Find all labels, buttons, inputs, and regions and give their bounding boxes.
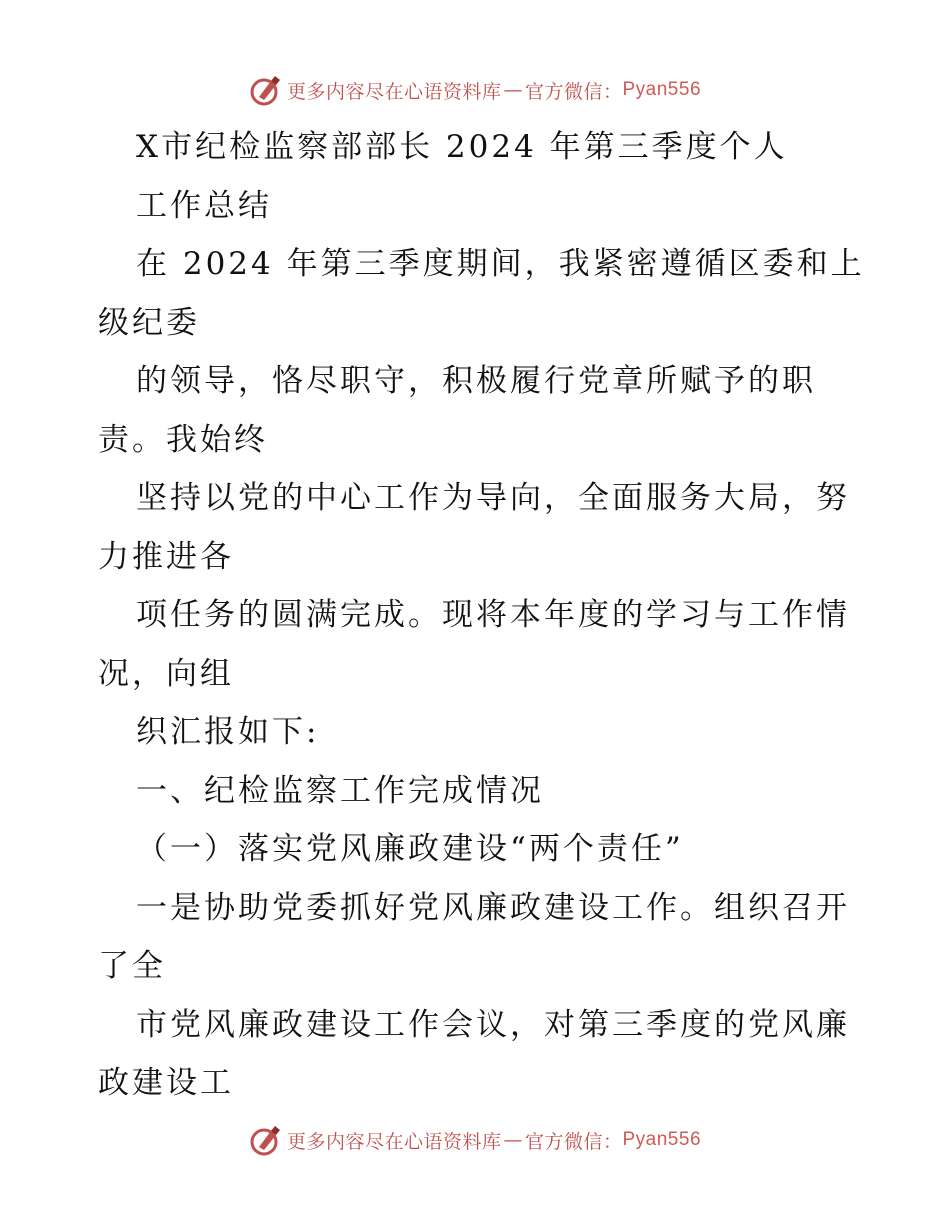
watermark-separator: — (503, 79, 523, 101)
section-heading: 一、纪检监察工作完成情况 (136, 772, 544, 809)
watermark-text: 更多内容尽在心语资料库 (286, 80, 502, 103)
watermark-text: 更多内容尽在心语资料库 (286, 1130, 502, 1153)
paragraph-line: 一是协助党委抓好党风廉政建设工作。组织召开 (136, 889, 850, 926)
watermark-banner-top (0, 70, 950, 110)
paragraph-line: 项任务的圆满完成。现将本年度的学习与工作情 (136, 597, 850, 633)
pen-logo-icon (249, 73, 283, 107)
title-line-2: 工作总结 (136, 187, 272, 224)
paragraph-line: 了全 (98, 948, 166, 984)
paragraph-line: 的领导，恪尽职守，积极履行党章所赋予的职 (136, 363, 816, 399)
wechat-label: 官方微信： (524, 80, 623, 103)
wechat-id: Pyan556 (622, 1129, 702, 1150)
pen-logo-icon (249, 1123, 283, 1157)
subsection-heading: （一）落实党风廉政建设“两个责任” (136, 831, 684, 867)
paragraph-line: 力推进各 (98, 538, 234, 575)
paragraph-line: 责。我始终 (98, 421, 268, 458)
wechat-label: 官方微信： (524, 1130, 623, 1153)
paragraph-line: 政建设工 (98, 1065, 234, 1101)
paragraph-line: 坚持以党的中心工作为导向，全面服务大局，努 (136, 480, 850, 516)
paragraph-line: 织汇报如下: (136, 714, 320, 750)
title-line-1: X市纪检监察部部长 2024 年第三季度个人 (136, 129, 788, 165)
paragraph-line: 市党风廉政建设工作会议，对第三季度的党风廉 (136, 1006, 850, 1043)
watermark-separator: — (503, 1129, 523, 1151)
watermark-banner-bottom (0, 1120, 950, 1160)
wechat-id: Pyan556 (622, 79, 702, 100)
paragraph-line: 在 2024 年第三季度期间，我紧密遵循区委和上 (136, 246, 865, 282)
paragraph-line: 级纪委 (98, 304, 200, 341)
paragraph-line: 况，向组 (98, 655, 234, 692)
document-body (98, 118, 865, 1113)
